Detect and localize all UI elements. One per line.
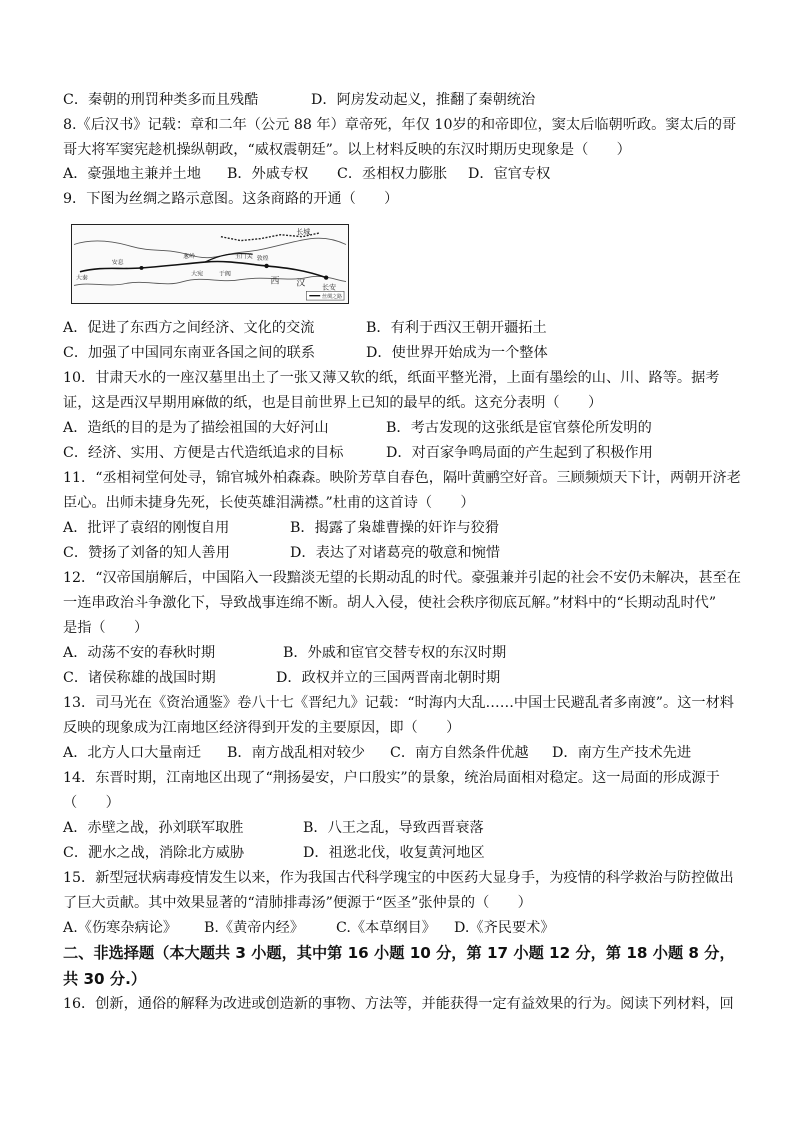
q10-option-d[interactable]: D．对百家争鸣局面的产生起到了积极作用 — [386, 445, 653, 461]
map-label-0: 长城 — [296, 227, 311, 236]
q13-option-a[interactable]: A．北方人口大量南迁 — [63, 745, 201, 761]
q10-option-c[interactable]: C．经济、实用、方便是古代造纸追求的目标 — [63, 445, 344, 461]
section-2-heading-line2: 共 30 分.） — [63, 970, 147, 988]
q12-option-d[interactable]: D．政权并立的三国两晋南北朝时期 — [276, 670, 501, 686]
map-label-6: 大宛 — [191, 271, 204, 278]
marker-changan — [324, 276, 328, 280]
silk-road-map — [71, 224, 349, 304]
silk-road-map-svg — [72, 225, 348, 303]
q14-stem-line1: 14．东晋时期，江南地区出现了“荆扬晏安，户口殷实”的景象，统治局面相对稳定。这一局面的形成源于 — [63, 770, 720, 786]
map-label-1: 长安 — [322, 283, 337, 292]
q14-option-a[interactable]: A．赤壁之战，孙刘联军取胜 — [63, 820, 244, 836]
q14-option-c[interactable]: C．淝水之战，消除北方威胁 — [63, 845, 245, 861]
q11-option-d[interactable]: D．表达了对诸葛亮的敬意和惋惜 — [290, 545, 501, 561]
q14-option-b[interactable]: B．八王之乱，导致西晋衰落 — [303, 820, 484, 836]
q9-option-c[interactable]: C．加强了中国同东南亚各国之间的联系 — [63, 345, 316, 361]
q11-option-b[interactable]: B．揭露了枭雄曹操的奸诈与狡猾 — [290, 520, 500, 536]
q10-option-a[interactable]: A．造纸的目的是为了描绘祖国的大好河山 — [63, 420, 329, 436]
q12-stem-line3: 是指（ ） — [63, 620, 149, 636]
q12-option-b[interactable]: B．外戚和宦官交替专权的东汉时期 — [283, 645, 507, 661]
section-2-heading-line1: 二、非选择题（本大题共 3 小题，其中第 16 小题 10 分，第 17 小题 12 分，第 18 小题 8 分， — [63, 944, 735, 962]
q15-option-c[interactable]: C.《本草纲目》 — [336, 920, 436, 936]
q9-stem: 9．下图为丝绸之路示意图。这条商路的开通（ ） — [63, 191, 399, 207]
q9-option-a[interactable]: A．促进了东西方之间经济、文化的交流 — [63, 320, 315, 336]
map-label-8: 玉门关 — [234, 254, 253, 261]
q13-stem-line1: 13．司马光在《资治通鉴》卷八十七《晋纪九》记载：“时海内大乱……中国士民避乱者多南渡”。这一材料 — [63, 695, 734, 711]
q11-option-c[interactable]: C．赞扬了刘备的知人善用 — [63, 545, 230, 561]
q12-option-c[interactable]: C．诸侯称雄的战国时期 — [63, 670, 216, 686]
map-legend-label: 丝绸之路 — [322, 294, 342, 301]
q7-option-c[interactable]: C．秦朝的刑罚种类多而且残酷 — [63, 92, 259, 108]
q10-stem-line1: 10．甘肃天水的一座汉墓里出土了一张又薄又软的纸，纸面平整光滑，上面有墨绘的山、川、路等。据考 — [63, 370, 720, 386]
map-label-2: 西 — [270, 276, 280, 287]
q16-stem-line1: 16．创新，通俗的解释为改进或创造新的事物、方法等，并能获得一定有益效果的行为。阅读下列材料，回 — [63, 996, 734, 1012]
q12-option-a[interactable]: A．动荡不安的春秋时期 — [63, 645, 216, 661]
marker-dunhuang — [264, 264, 268, 268]
q9-option-b[interactable]: B．有利于西汉王朝开疆拓土 — [366, 320, 547, 336]
q15-stem-line1: 15．新型冠状病毒疫情发生以来，作为我国古代科学瑰宝的中医药大显身手，为疫情的科学救治与防控做出 — [63, 870, 734, 886]
q8-option-a[interactable]: A．豪强地主兼并土地 — [63, 166, 201, 182]
map-label-7: 于阗 — [218, 271, 231, 278]
q11-stem-line1: 11．“丞相祠堂何处寻，锦官城外柏森森。映阶芳草自春色，隔叶黄鹂空好音。三顾频烦天下计，两朝开济老 — [63, 470, 741, 486]
q9-option-d[interactable]: D．使世界开始成为一个整体 — [366, 345, 548, 361]
map-label-5: 葱岭 — [183, 254, 196, 261]
q8-option-c[interactable]: C．丞相权力膨胀 — [337, 166, 448, 182]
q14-stem-line2: （ ） — [63, 795, 120, 811]
q12-stem-line2: 一连串政治斗争激化下，导致战事连绵不断。胡人入侵，使社会秩序彻底瓦解。”材料中的“长期动乱时代” — [63, 595, 717, 611]
q14-option-d[interactable]: D．祖逖北伐，收复黄河地区 — [303, 845, 485, 861]
q15-option-b[interactable]: B.《黄帝内经》 — [204, 920, 305, 936]
map-label-4: 敦煌 — [256, 256, 269, 263]
q11-option-a[interactable]: A．批评了袁绍的刚愎自用 — [63, 520, 230, 536]
q7-option-d[interactable]: D．阿房发动起义，推翻了秦朝统治 — [311, 92, 536, 108]
map-label-3: 汉 — [296, 278, 306, 289]
marker-west — [140, 266, 144, 270]
q15-option-a[interactable]: A.《伤寒杂病论》 — [63, 920, 178, 936]
map-label-10: 大秦 — [75, 275, 88, 282]
q11-stem-line2: 臣心。出师未捷身先死，长使英雄泪满襟。”杜甫的这首诗（ ） — [63, 495, 475, 511]
q8-stem-line1: 8.《后汉书》记载：章和二年（公元 88 年）章帝死，年仅 10岁的和帝即位，窦太后临朝听政。窦太后的哥 — [63, 117, 737, 133]
q15-option-d[interactable]: D.《齐民要术》 — [454, 920, 555, 936]
q13-option-b[interactable]: B．南方战乱相对较少 — [227, 745, 366, 761]
q8-option-d[interactable]: D．宦官专权 — [468, 166, 551, 182]
q8-stem-line2: 哥大将军窦宪趁机操纵朝政，“威权震朝廷”。以上材料反映的东汉时期历史现象是（ ） — [63, 142, 631, 158]
q13-option-c[interactable]: C．南方自然条件优越 — [390, 745, 529, 761]
q13-option-d[interactable]: D．南方生产技术先进 — [552, 745, 692, 761]
q15-stem-line2: 了巨大贡献。其中效果显著的“清肺排毒汤”便源于“医圣”张仲景的（ ） — [63, 895, 532, 911]
q12-stem-line1: 12．“汉帝国崩解后，中国陷入一段黯淡无望的长期动乱的时代。豪强兼并引起的社会不安仍未解决，甚至在 — [63, 570, 741, 586]
q13-stem-line2: 反映的现象成为江南地区经济得到开发的主要原因，即（ ） — [63, 720, 461, 736]
q8-option-b[interactable]: B．外戚专权 — [227, 166, 309, 182]
map-label-9: 安息 — [111, 260, 124, 266]
q10-option-b[interactable]: B．考古发现的这张纸是宦官蔡伦所发明的 — [386, 420, 652, 436]
q10-stem-line2: 证，这是西汉早期用麻做的纸，也是目前世界上已知的最早的纸。这充分表明（ ） — [63, 395, 603, 411]
